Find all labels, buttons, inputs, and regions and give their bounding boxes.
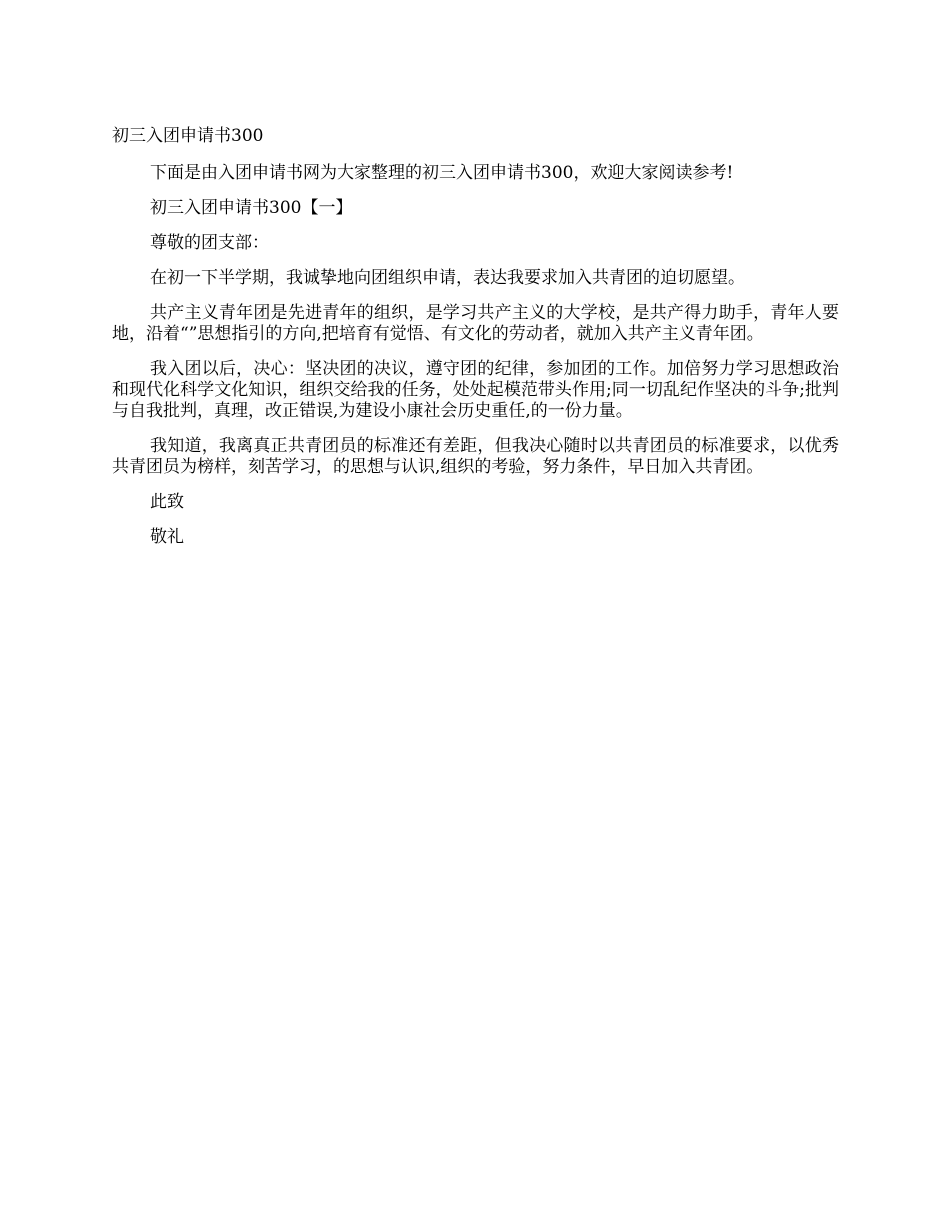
- document-title: 初三入团申请书300: [112, 126, 264, 146]
- body-paragraph-4: 我知道，我离真正共青团员的标准还有差距，但我决心随时以共青团员的标准要求，以优秀共青团员为榜样，刻苦学习，的思想与认识,组织的考验，努力条件，早日加入共青团。: [112, 436, 839, 477]
- closing-line-2: 敬礼: [150, 527, 184, 547]
- intro-paragraph: 下面是由入团申请书网为大家整理的初三入团申请书300，欢迎大家阅读参考!: [150, 163, 734, 183]
- body-paragraph-1: 在初一下半学期，我诚挚地向团组织申请，表达我要求加入共青团的迫切愿望。: [150, 268, 745, 288]
- salutation: 尊敬的团支部：: [150, 233, 269, 253]
- document-body: [112, 126, 839, 562]
- body-paragraph-3: 我入团以后，决心：坚决团的决议，遵守团的纪律，参加团的工作。加倍努力学习思想政治和现代化科学文化知识，组织交给我的任务，处处起模范带头作用;同一切乱纪作坚决的斗争;批判与自我批判，真理，改正错误,为建设小康社会历史重任,的一份力量。: [112, 359, 839, 421]
- body-paragraph-2: 共产主义青年团是先进青年的组织，是学习共产主义的大学校，是共产得力助手，青年人要地，沿着“”思想指引的方向,把培育有觉悟、有文化的劳动者，就加入共产主义青年团。: [112, 303, 839, 344]
- closing-line-1: 此致: [150, 492, 184, 512]
- section-heading: 初三入团申请书300【一】: [150, 198, 353, 218]
